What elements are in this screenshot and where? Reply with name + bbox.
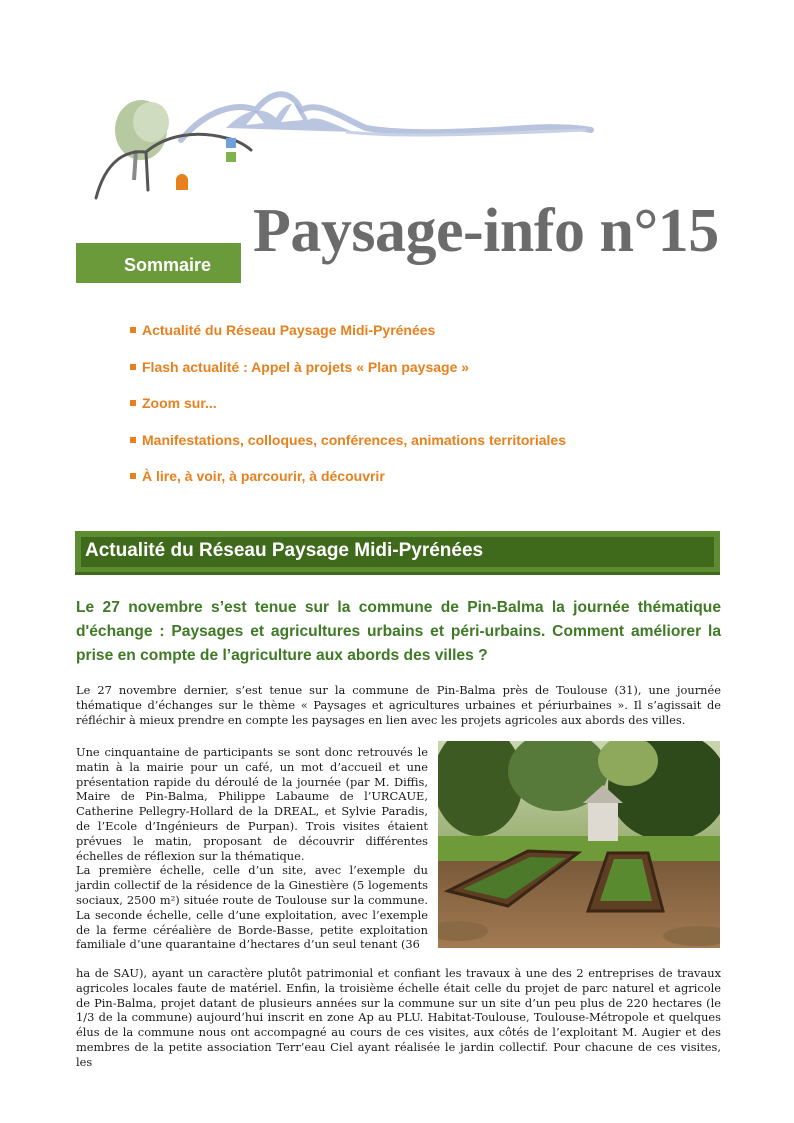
- square-bullet-icon: [130, 437, 136, 443]
- toc-item-label: Zoom sur...: [142, 395, 217, 411]
- sommaire-label: Sommaire: [124, 255, 212, 275]
- toc-item[interactable]: [130, 395, 566, 432]
- column-paragraph: Une cinquantaine de participants se sont donc retrouvés le matin à la mairie pour un café, un mot d’accueil et une présentation rapide du déroulé de la journée (par M. Diffis, Maire de Pin-Balma, Philippe Labaume de l’URCAUE, Catherine Pellegry-Hollard de la DREAL, et Sylvie Paradis, de l’Ecole d’Ingénieurs de Purpan). Trois visites étaient prévues le matin, proposant de découvrir différentes échelles de réflexion sur la thématique.: [76, 745, 428, 863]
- square-bullet-icon: [130, 364, 136, 370]
- toc-item-label: Flash actualité : Appel à projets « Plan paysage »: [142, 358, 470, 375]
- square-bullet-icon: [130, 327, 136, 333]
- page-title: Paysage-info n°15: [253, 197, 719, 265]
- toc-item[interactable]: [130, 322, 566, 359]
- continuation-paragraph: ha de SAU), ayant un caractère plutôt patrimonial et confiant les travaux à une des 2 entreprises de travaux agricoles locales faute de matériel. Enfin, la troisième échelle était celle du projet de parc naturel et agricole de Pin-Balma, projet datant de plusieurs années sur la commune sur un site d’un peu plus de 220 hectares (le 1/3 de la commune) aujourd’hui inscrit en zone Ap au PLU. Habitat-Toulouse, Toulouse-Métropole et quelques élus de la commune nous ont accompagné au cours de ces visites, aux côtés de l’exploitant M. Augier et des membres de la petite association Terr’eau Ciel ayant réalisée le jardin collectif. Pour chacune de ces visites, les: [76, 966, 721, 1069]
- garden-photo: [438, 741, 720, 948]
- section-heading: Actualité du Réseau Paysage Midi-Pyrénées: [85, 540, 484, 561]
- left-column: [76, 745, 428, 952]
- intro-paragraph: Le 27 novembre dernier, s’est tenue sur la commune de Pin-Balma près de Toulouse (31), une journée thématique d’échanges sur le thème « Paysages et agricultures urbaines et périurbaines ». Il s’agissait de réfléchir à mieux prendre en compte les paysages en lien avec les projets agricoles aux abords des villes.: [76, 683, 721, 727]
- toc-item-label: À lire, à voir, à parcourir, à découvrir: [142, 468, 385, 484]
- toc-item-label: Actualité du Réseau Paysage Midi-Pyrénées: [142, 322, 436, 338]
- section-heading-bar: [75, 531, 720, 575]
- table-of-contents: [130, 322, 566, 505]
- toc-item[interactable]: [130, 359, 566, 396]
- lead-paragraph: Le 27 novembre s’est tenue sur la commune de Pin-Balma la journée thématique d'échange : Paysages et agricultures urbains et péri-urbains. Comment améliorer la prise en compte de l’agriculture aux abords des villes ?: [76, 599, 721, 664]
- square-bullet-icon: [130, 400, 136, 406]
- square-bullet-icon: [130, 473, 136, 479]
- toc-item-label: Manifestations, colloques, conférences, animations territoriales: [142, 431, 567, 448]
- toc-item[interactable]: [130, 432, 566, 469]
- toc-item[interactable]: [130, 468, 566, 505]
- column-paragraph: La première échelle, celle d’un site, avec l’exemple du jardin collectif de la résidence de la Ginestière (5 logements sociaux, 2500 m²) située route de Toulouse sur la commune. La seconde échelle, celle d’une exploitation, avec l’exemple de la ferme céréalière de Borde-Basse, petite exploitation familiale d’une quarantaine d’hectares d’un seul tenant (36: [76, 863, 428, 952]
